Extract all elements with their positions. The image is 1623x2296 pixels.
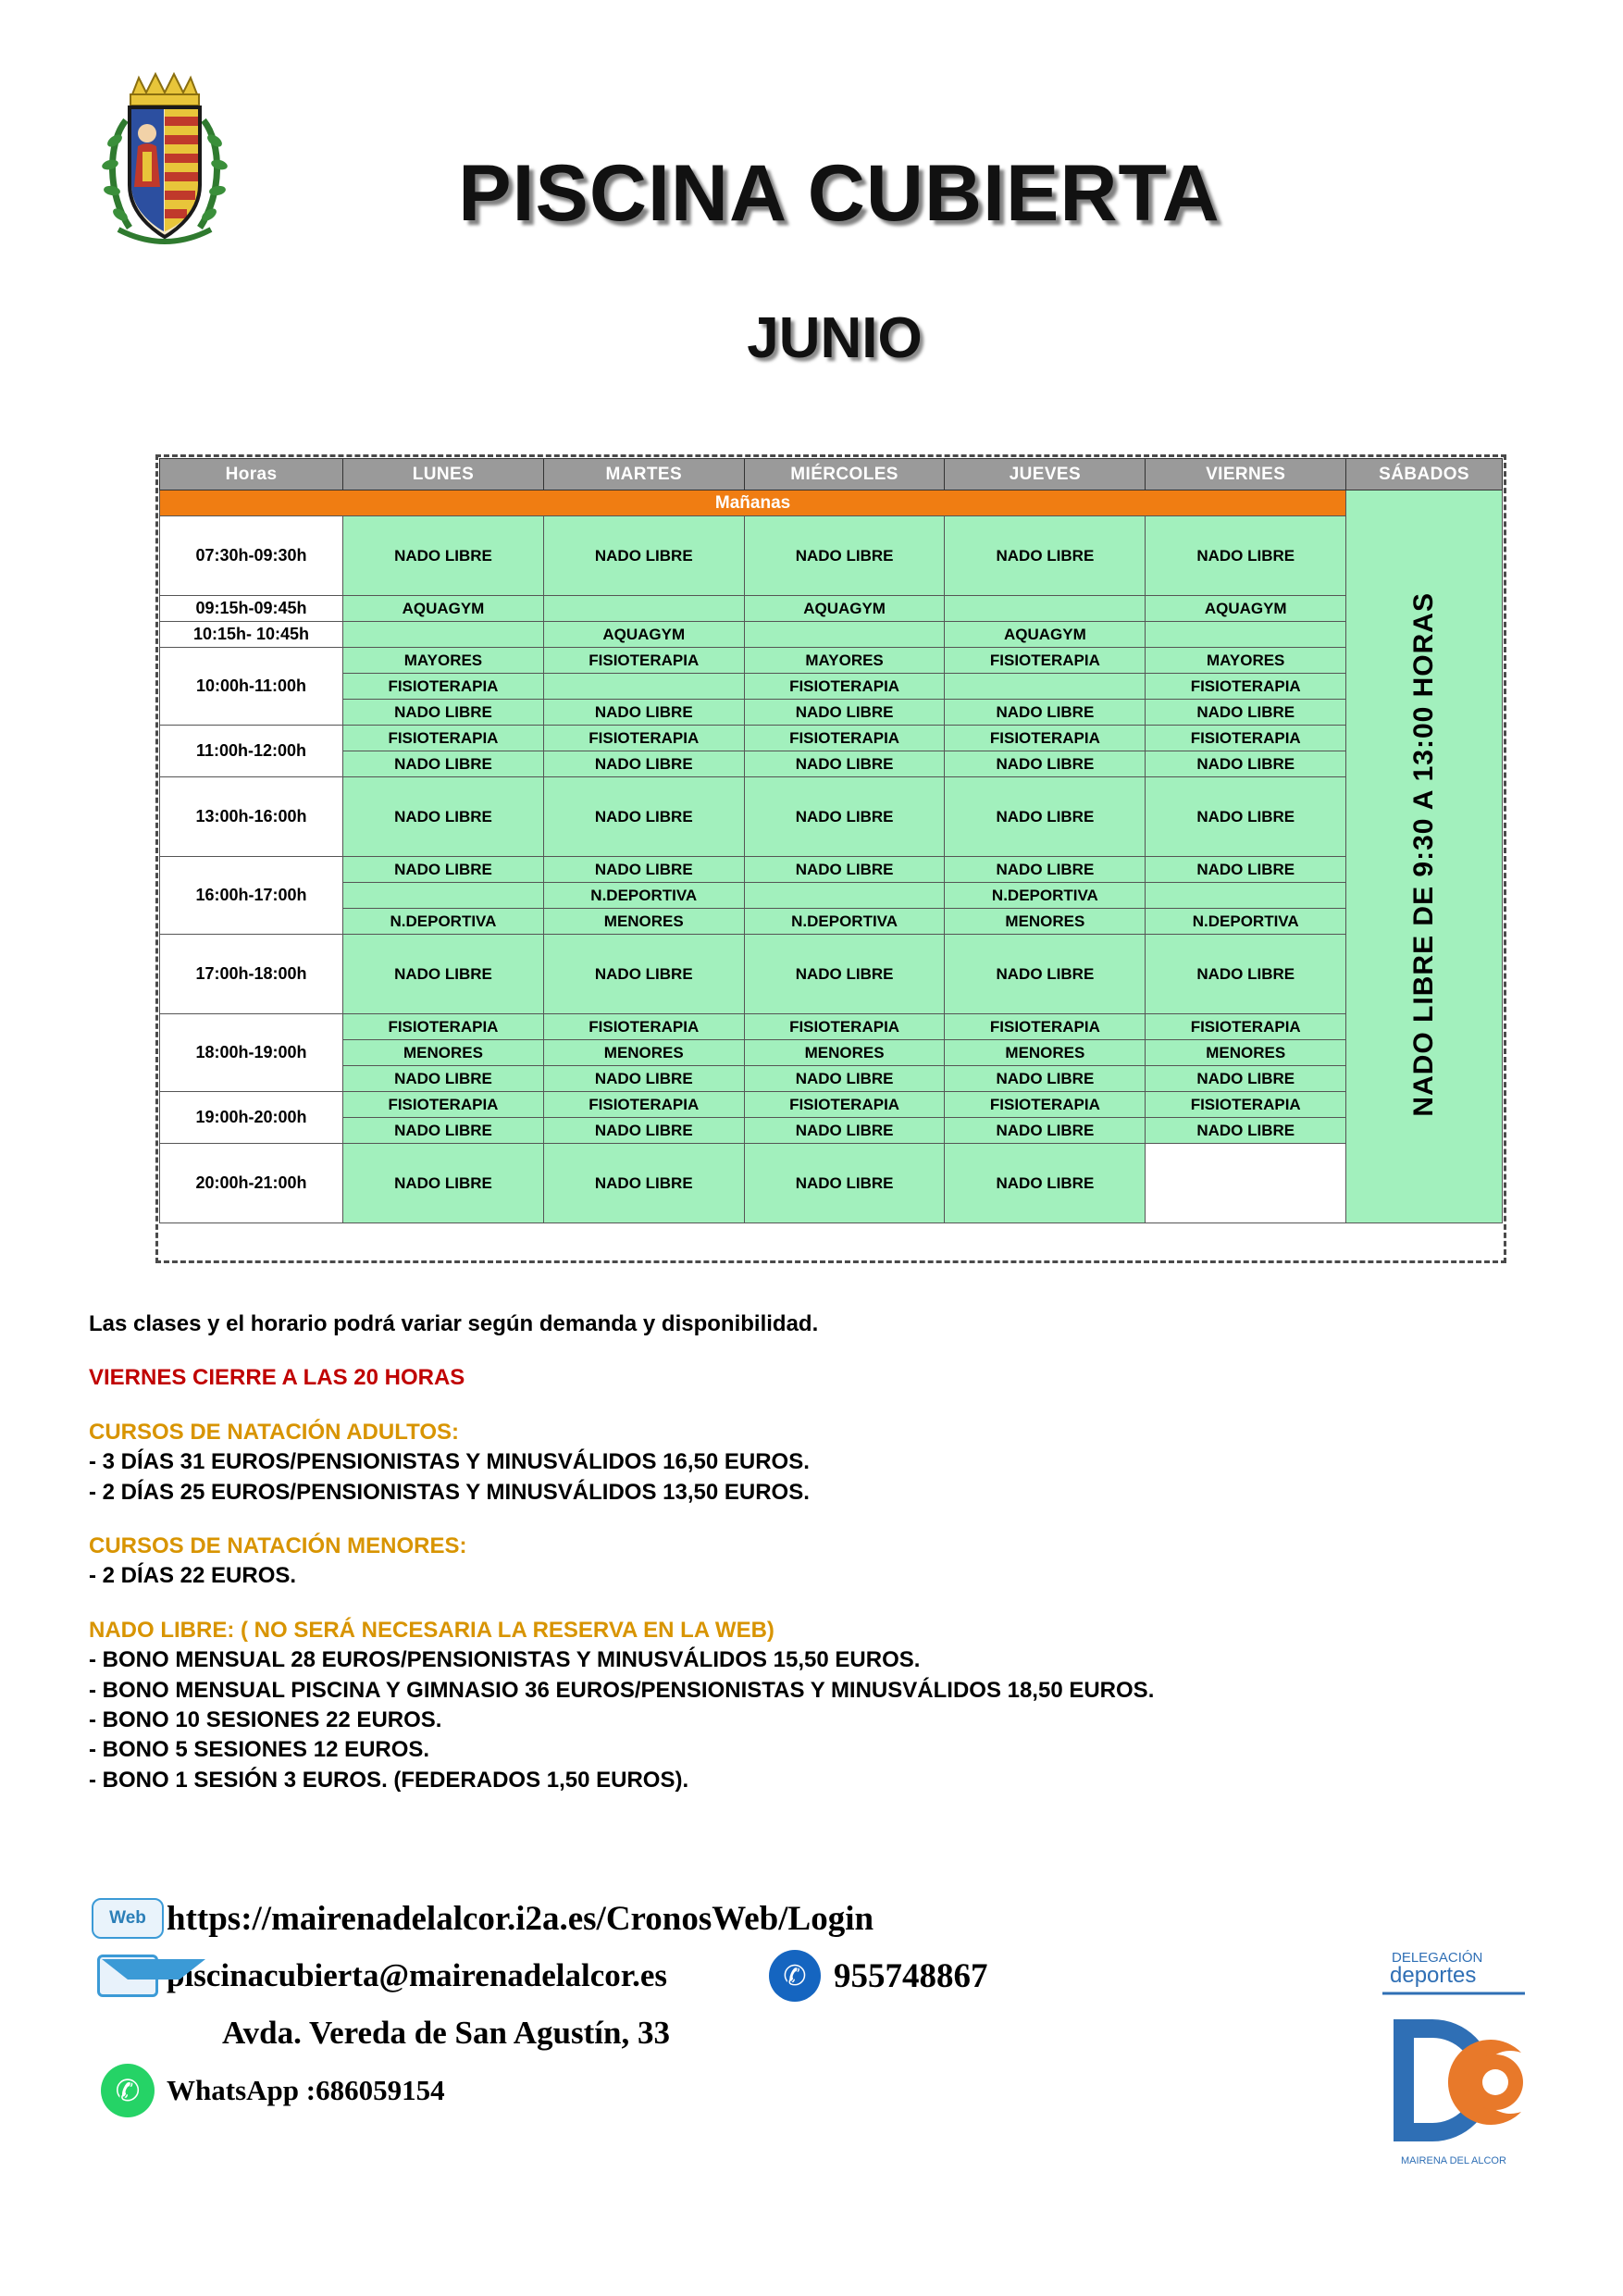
hours-cell: 16:00h-17:00h [160,857,343,935]
activity-cell: NADO LIBRE [1146,777,1346,857]
note-free-line3: - BONO 10 SESIONES 22 EUROS. [89,1706,442,1732]
col-header-miercoles: MIÉRCOLES [744,459,945,490]
hours-cell: 10:00h-11:00h [160,648,343,726]
hours-cell: 13:00h-16:00h [160,777,343,857]
activity-cell: NADO LIBRE [343,1066,544,1092]
svg-text:DELEGACIÓN: DELEGACIÓN [1392,1950,1483,1966]
web-badge-label: Web [92,1898,164,1939]
activity-cell: FISIOTERAPIA [343,1092,544,1118]
table-row [160,857,1503,883]
hours-cell: 07:30h-09:30h [160,516,343,596]
activity-cell: NADO LIBRE [543,700,744,726]
hours-cell: 18:00h-19:00h [160,1014,343,1092]
note-free-line5: - BONO 1 SESIÓN 3 EUROS. (FEDERADOS 1,50 EUROS). [89,1767,689,1793]
note-adults-title: CURSOS DE NATACIÓN ADULTOS: [89,1419,459,1445]
notes-section [89,1309,1532,1795]
activity-cell: N.DEPORTIVA [744,909,945,935]
hours-cell: 10:15h- 10:45h [160,622,343,648]
table-row [160,1040,1503,1066]
activity-cell: NADO LIBRE [543,516,744,596]
table-row [160,935,1503,1014]
table-row [160,909,1503,935]
activity-cell: NADO LIBRE [744,516,945,596]
page-header [0,0,1623,398]
contact-section [89,1893,1384,2122]
empty-cell [1146,1144,1346,1223]
table-row [160,883,1503,909]
activity-cell: MENORES [945,909,1146,935]
activity-cell: NADO LIBRE [343,857,544,883]
table-row [160,622,1503,648]
phone-icon: ✆ [769,1950,821,2002]
activity-cell: NADO LIBRE [744,777,945,857]
empty-cell [945,674,1146,700]
address-spacer [89,2007,167,2059]
empty-cell [945,596,1146,622]
activity-cell: FISIOTERAPIA [1146,674,1346,700]
contact-row-email [89,1950,1384,2002]
activity-cell: NADO LIBRE [343,516,544,596]
activity-cell: NADO LIBRE [343,1144,544,1223]
table-row [160,726,1503,751]
activity-cell: NADO LIBRE [343,700,544,726]
schedule-table-wrapper [159,458,1503,1223]
note-free-line4: - BONO 5 SESIONES 12 EUROS. [89,1737,430,1763]
activity-cell: N.DEPORTIVA [543,883,744,909]
activity-cell: FISIOTERAPIA [945,648,1146,674]
activity-cell: MENORES [744,1040,945,1066]
col-header-horas: Horas [160,459,343,490]
hours-cell: 09:15h-09:45h [160,596,343,622]
activity-cell: MENORES [543,1040,744,1066]
activity-cell: NADO LIBRE [945,777,1146,857]
col-header-viernes: VIERNES [1146,459,1346,490]
activity-cell: NADO LIBRE [744,751,945,777]
activity-cell: NADO LIBRE [543,1118,744,1144]
activity-cell: NADO LIBRE [543,935,744,1014]
activity-cell: NADO LIBRE [945,1066,1146,1092]
hours-cell: 19:00h-20:00h [160,1092,343,1144]
note-adults-line1: - 3 DÍAS 31 EUROS/PENSIONISTAS Y MINUSVÁLIDOS 16,50 EUROS. [89,1449,810,1475]
activity-cell: NADO LIBRE [945,516,1146,596]
activity-cell: AQUAGYM [1146,596,1346,622]
activity-cell: MENORES [343,1040,544,1066]
note-adults-line2: - 2 DÍAS 25 EUROS/PENSIONISTAS Y MINUSVÁLIDOS 13,50 EUROS. [89,1479,810,1505]
activity-cell: NADO LIBRE [343,751,544,777]
activity-cell: N.DEPORTIVA [343,909,544,935]
contact-row-web [89,1893,1384,1944]
activity-cell: FISIOTERAPIA [1146,726,1346,751]
activity-cell: NADO LIBRE [945,935,1146,1014]
col-header-sabados: SÁBADOS [1346,459,1503,490]
activity-cell: NADO LIBRE [945,1144,1146,1223]
activity-cell: AQUAGYM [945,622,1146,648]
activity-cell: NADO LIBRE [543,751,744,777]
activity-cell: FISIOTERAPIA [543,1014,744,1040]
hours-cell: 17:00h-18:00h [160,935,343,1014]
hours-cell: 20:00h-21:00h [160,1144,343,1223]
activity-cell: AQUAGYM [744,596,945,622]
table-row [160,596,1503,622]
activity-cell: NADO LIBRE [1146,935,1346,1014]
empty-cell [343,883,544,909]
activity-cell: NADO LIBRE [945,1118,1146,1144]
contact-row-whatsapp [89,2065,1384,2116]
activity-cell: FISIOTERAPIA [945,726,1146,751]
activity-cell: FISIOTERAPIA [543,726,744,751]
postal-address: Avda. Vereda de San Agustín, 33 [222,2015,670,2051]
activity-cell: NADO LIBRE [1146,1066,1346,1092]
activity-cell: NADO LIBRE [945,751,1146,777]
empty-cell [1146,883,1346,909]
col-header-lunes: LUNES [343,459,544,490]
note-free-title: NADO LIBRE: ( NO SERÁ NECESARIA LA RESERVA EN LA WEB) [89,1617,774,1643]
activity-cell: NADO LIBRE [744,935,945,1014]
whatsapp-number[interactable]: WhatsApp :686059154 [167,2074,445,2106]
website-url[interactable]: https://mairenadelalcor.i2a.es/CronosWeb/Login [167,1899,874,1938]
note-minors-title: CURSOS DE NATACIÓN MENORES: [89,1533,467,1558]
activity-cell: FISIOTERAPIA [744,1014,945,1040]
table-row [160,751,1503,777]
empty-cell [543,596,744,622]
activity-cell: NADO LIBRE [543,1066,744,1092]
activity-cell: FISIOTERAPIA [1146,1014,1346,1040]
activity-cell: NADO LIBRE [945,857,1146,883]
activity-cell: FISIOTERAPIA [543,1092,744,1118]
schedule-table [159,458,1503,1223]
activity-cell: FISIOTERAPIA [1146,1092,1346,1118]
activity-cell: NADO LIBRE [343,935,544,1014]
activity-cell: MAYORES [343,648,544,674]
empty-cell [744,622,945,648]
activity-cell: FISIOTERAPIA [744,726,945,751]
table-row [160,1066,1503,1092]
activity-cell: NADO LIBRE [343,777,544,857]
activity-cell: NADO LIBRE [1146,751,1346,777]
activity-cell: NADO LIBRE [945,700,1146,726]
svg-text:deportes: deportes [1390,1963,1477,1988]
contact-row-address [89,2007,1384,2059]
empty-cell [543,674,744,700]
activity-cell: NADO LIBRE [744,700,945,726]
web-icon [89,1893,167,1944]
email-address[interactable]: piscinacubierta@mairenadelalcor.es [167,1957,667,1993]
activity-cell: NADO LIBRE [744,857,945,883]
activity-cell: FISIOTERAPIA [744,1092,945,1118]
table-row [160,1092,1503,1118]
activity-cell: FISIOTERAPIA [343,726,544,751]
activity-cell: NADO LIBRE [343,1118,544,1144]
activity-cell: FISIOTERAPIA [945,1014,1146,1040]
phone-group [769,1950,988,2002]
saturday-label: NADO LIBRE DE 9:30 A 13:00 HORAS [1408,591,1440,1117]
activity-cell: MENORES [945,1040,1146,1066]
mananas-banner-row [160,490,1503,516]
activity-cell: FISIOTERAPIA [343,1014,544,1040]
table-row [160,1118,1503,1144]
table-row [160,700,1503,726]
table-header-row [160,459,1503,490]
page-subtitle-month: JUNIO [747,306,923,370]
svg-text:MAIRENA DEL ALCOR: MAIRENA DEL ALCOR [1401,2155,1506,2166]
activity-cell: FISIOTERAPIA [945,1092,1146,1118]
table-row [160,674,1503,700]
activity-cell: NADO LIBRE [543,1144,744,1223]
activity-cell: NADO LIBRE [744,1066,945,1092]
activity-cell: FISIOTERAPIA [543,648,744,674]
phone-number[interactable]: 955748867 [834,1956,988,1995]
col-header-jueves: JUEVES [945,459,1146,490]
activity-cell: NADO LIBRE [1146,857,1346,883]
activity-cell: AQUAGYM [543,622,744,648]
page-title: PISCINA CUBIERTA [458,149,1220,238]
activity-cell: NADO LIBRE [744,1118,945,1144]
activity-cell: AQUAGYM [343,596,544,622]
activity-cell: NADO LIBRE [1146,516,1346,596]
saturday-cell [1346,490,1503,1223]
note-free-line1: - BONO MENSUAL 28 EUROS/PENSIONISTAS Y MINUSVÁLIDOS 15,50 EUROS. [89,1647,921,1673]
activity-cell: FISIOTERAPIA [744,674,945,700]
note-disclaimer: Las clases y el horario podrá variar según demanda y disponibilidad. [89,1311,819,1336]
note-minors-line1: - 2 DÍAS 22 EUROS. [89,1563,297,1589]
table-row [160,648,1503,674]
empty-cell [1146,622,1346,648]
empty-cell [343,622,544,648]
mananas-banner: Mañanas [160,490,1346,516]
note-friday-close: VIERNES CIERRE A LAS 20 HORAS [89,1365,465,1391]
table-row [160,777,1503,857]
activity-cell: MAYORES [1146,648,1346,674]
activity-cell: MAYORES [744,648,945,674]
activity-cell: N.DEPORTIVA [945,883,1146,909]
table-row [160,516,1503,596]
empty-cell [744,883,945,909]
note-free-line2: - BONO MENSUAL PISCINA Y GIMNASIO 36 EUROS/PENSIONISTAS Y MINUSVÁLIDOS 18,50 EUROS. [89,1677,1155,1703]
col-header-martes: MARTES [543,459,744,490]
hours-cell: 11:00h-12:00h [160,726,343,777]
delegacion-deportes-logo [1366,1934,1542,2175]
activity-cell: FISIOTERAPIA [343,674,544,700]
activity-cell: NADO LIBRE [543,777,744,857]
activity-cell: NADO LIBRE [744,1144,945,1223]
activity-cell: MENORES [543,909,744,935]
whatsapp-icon: ✆ [89,2065,167,2116]
activity-cell: MENORES [1146,1040,1346,1066]
activity-cell: NADO LIBRE [1146,700,1346,726]
activity-cell: NADO LIBRE [1146,1118,1346,1144]
activity-cell: NADO LIBRE [543,857,744,883]
activity-cell: N.DEPORTIVA [1146,909,1346,935]
table-row [160,1144,1503,1223]
table-row [160,1014,1503,1040]
envelope-icon [89,1950,167,2002]
